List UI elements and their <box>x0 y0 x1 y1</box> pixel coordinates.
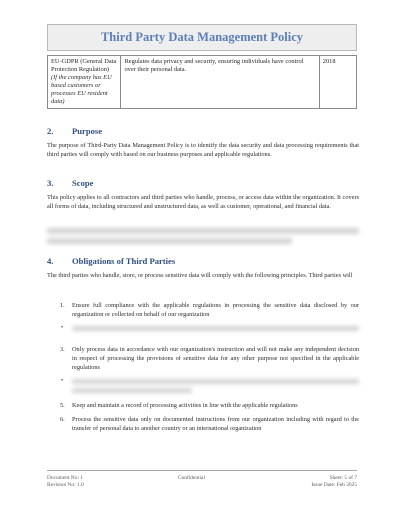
revision-number: Revision No: 1.0 <box>47 482 84 489</box>
bullet-marker: • <box>61 325 64 331</box>
footer-center <box>178 475 205 482</box>
table-cell-law <box>48 56 121 109</box>
list-number: 5. <box>60 402 65 409</box>
classification-label: Confidential <box>178 475 205 481</box>
footer-left <box>47 475 84 490</box>
redacted-line <box>72 326 359 331</box>
purpose-heading <box>47 126 102 136</box>
list-text: Ensure full compliance with the applicable regulations in processing the sensitive data disclosed by our organization or collected on behalf of our organization <box>72 302 359 318</box>
document-number: Document No: 1 <box>47 475 83 481</box>
redacted-line <box>47 228 359 234</box>
document-title: Third Party Data Management Policy <box>100 30 304 44</box>
purpose-text: The purpose of Third-Party Data Management Policy is to identify the data security and data processing requirements that third parties will comply with based on our business purposes and applicable regulations. <box>47 142 359 158</box>
scope-heading <box>47 178 93 188</box>
list-text: Only process data in accordance with our organization's instruction and will not make any independent decision in respect of processing the provisions of sensitive data for any other purpose not specified in the applicable regulations <box>72 346 359 371</box>
footer-right <box>303 475 357 490</box>
title-banner <box>47 24 357 51</box>
issue-date: Issue Date: Feb 2025 <box>311 482 357 489</box>
obligations-heading <box>47 256 175 266</box>
scope-text: This policy applies to all contractors and third parties who handle, process, or access data within the organization. It covers all forms of data, including structured and unstructured data, as well as customer, operational, and financial data. <box>47 194 359 210</box>
obligations-intro: The third parties who handle, store, or process sensitive data will comply with the following principles. Third parties will <box>47 272 353 279</box>
section-number: 3. <box>47 178 54 188</box>
section-title: Purpose <box>72 126 103 136</box>
list-text: Keep and maintain a record of processing activities in line with the applicable regulations <box>72 402 298 409</box>
list-number: 6. <box>60 416 65 423</box>
redacted-line <box>47 238 292 244</box>
section-title: Scope <box>72 178 94 188</box>
law-name: EU-GDPR (General Data Protection Regulation) <box>51 58 117 73</box>
bullet-marker: • <box>61 378 64 384</box>
table-cell-description: Regulates data privacy and security, ensuring individuals have control over their personal data. <box>121 56 319 109</box>
list-text: Process the sensitive data only on documented instructions from our organization including with regard to the transfer of personal data to another country or an international organization <box>72 416 359 432</box>
footer-divider <box>47 470 357 471</box>
table-row <box>48 56 357 109</box>
redacted-line <box>72 379 359 384</box>
regulation-table <box>47 55 357 109</box>
section-number: 2. <box>47 126 54 136</box>
redacted-line <box>72 388 192 393</box>
sheet-number: Sheet: 5 of 7 <box>329 475 357 481</box>
law-note: (If the company has EU based customers or processes EU resident data) <box>51 74 112 105</box>
table-cell-year: 2018 <box>319 56 356 109</box>
section-number: 4. <box>47 256 54 266</box>
list-number: 1. <box>60 302 65 309</box>
section-title: Obligations of Third Parties <box>72 256 176 266</box>
list-number: 3. <box>60 346 65 353</box>
